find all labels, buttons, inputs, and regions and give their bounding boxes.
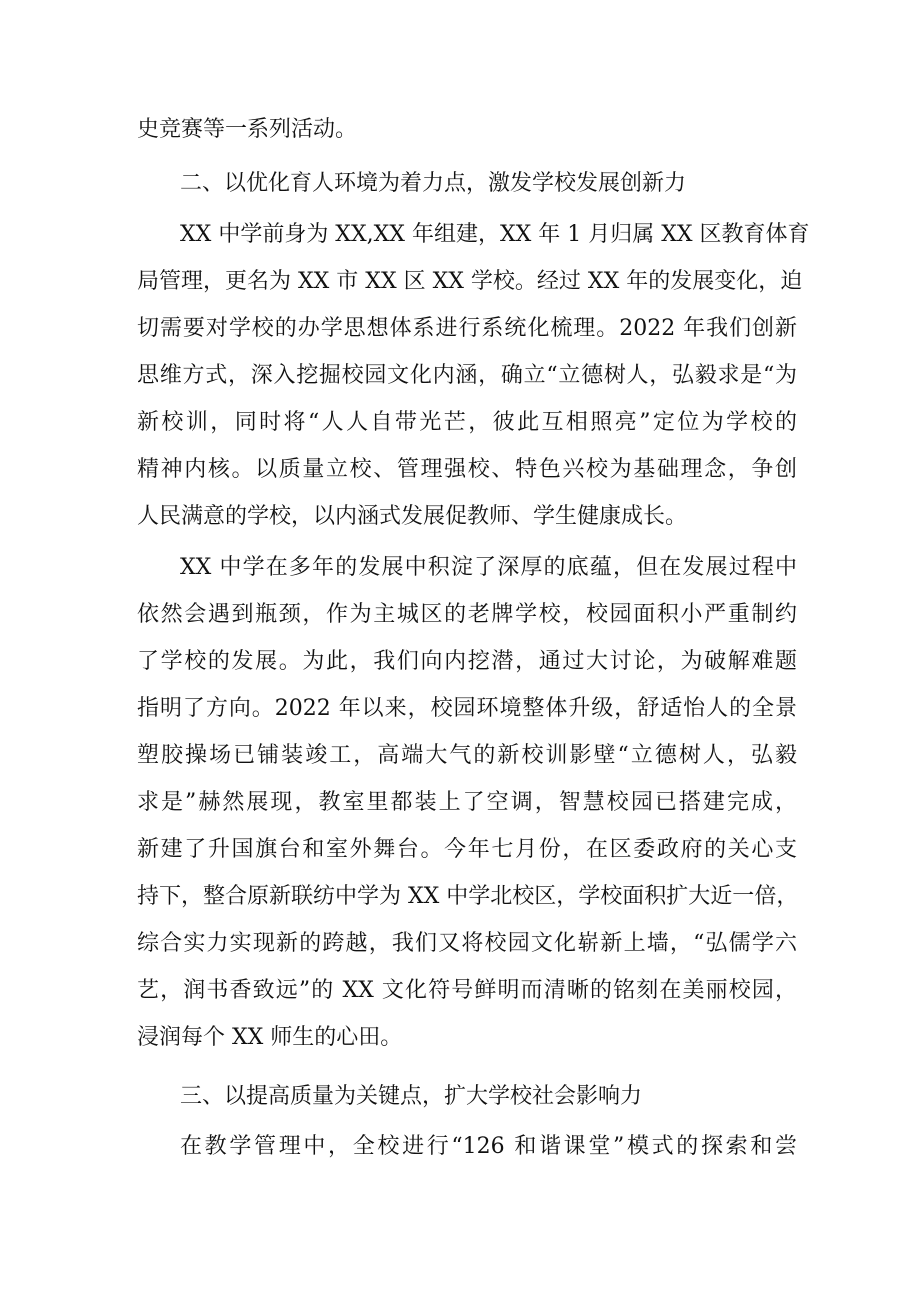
text-line: 新建了升国旗台和室外舞台。今年七月份，在区委政府的关心支 (137, 837, 797, 862)
text-line: 了学校的发展。为此，我们向内挖潜，通过大讨论，为破解难题 (137, 649, 797, 674)
text-line: 依然会遇到瓶颈，作为主城区的老牌学校，校园面积小严重制约 (137, 602, 797, 627)
text-line: 在教学管理中，全校进行“126 和谐课堂”模式的探索和尝 (180, 1134, 797, 1159)
text-line: 持下，整合原新联纺中学为 XX 中学北校区，学校面积扩大近一倍， (137, 884, 799, 909)
text-line: 思维方式，深入挖掘校园文化内涵，确立“立德树人，弘毅求是“为 (137, 363, 797, 388)
text-line: 艺，润书香致远”的 XX 文化符号鲜明而清晰的铭刻在美丽校园， (137, 978, 797, 1003)
section-heading: 三、以提高质量为关键点，扩大学校社会影响力 (180, 1084, 643, 1109)
text-line: 精神内核。以质量立校、管理强校、特色兴校为基础理念，争创 (137, 457, 797, 482)
text-line: 指明了方向。2022 年以来，校园环境整体升级，舒适怡人的全景 (137, 696, 797, 721)
text-line: 综合实力实现新的跨越，我们又将校园文化崭新上墙，“弘儒学六 (137, 931, 797, 956)
text-line: 新校训，同时将“人人自带光芒，彼此互相照亮”定位为学校的 (137, 410, 797, 435)
text-line: 人民满意的学校，以内涵式发展促教师、学生健康成长。 (137, 504, 688, 529)
section-heading: 二、以优化育人环境为着力点，激发学校发展创新力 (180, 171, 687, 196)
text-line: 史竞赛等一系列活动。 (137, 117, 358, 142)
text-line: 浸润每个 XX 师生的心田。 (137, 1025, 403, 1050)
text-line: 切需要对学校的办学思想体系进行系统化梳理。2022 年我们创新 (137, 316, 797, 341)
text-line: 局管理，更名为 XX 市 XX 区 XX 学校。经过 XX 年的发展变化，迫 (137, 269, 803, 294)
text-line: 塑胶操场已铺装竣工，高端大气的新校训影壁“立德树人，弘毅 (137, 743, 797, 768)
text-line: 求是”赫然展现，教室里都装上了空调，智慧校园已搭建完成， (137, 790, 797, 815)
text-line: XX 中学前身为 XX,XX 年组建，XX 年 1 月归属 XX 区教育体育 (180, 222, 810, 247)
text-line: XX 中学在多年的发展中积淀了深厚的底蕴，但在发展过程中 (180, 555, 797, 580)
